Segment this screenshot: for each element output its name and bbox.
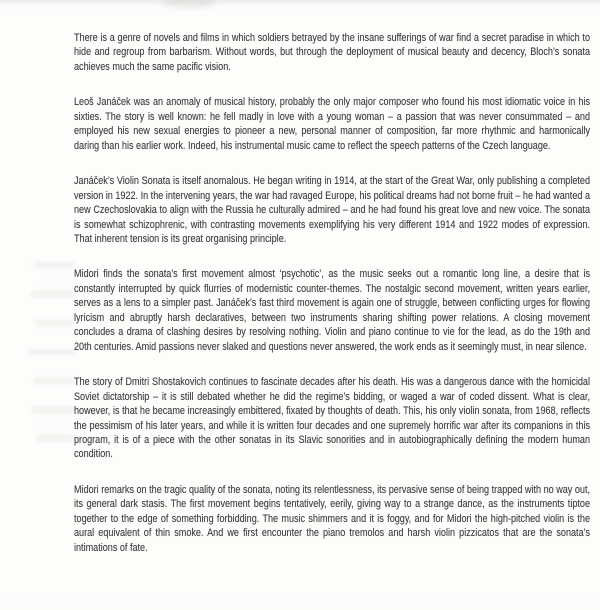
scan-edge-artifact (0, 0, 600, 6)
text-block (74, 31, 590, 555)
paragraph-shostakovich: The story of Dmitri Shostakovich continues to fascinate decades after his death. His was a dangerous dance with the homicidal Soviet dictatorship – it is still debated whether he did the regime’s bidding, or waged a war of coded dissent. What is clear, however, is that he became increasingly embittered, fixated by thoughts of death. This, his only violin sonata, from 1968, reflects the pessimism of his later years, and while it is written four decades and one supremely horrific war after its companions in this program, it is of a piece with the other sonatas in its Slavic sonorities and in autobiographically defining the modern human condition. (74, 376, 591, 461)
ghost-text-artifact (36, 435, 74, 441)
paragraph-janacek-sonata: Janáček’s Violin Sonata is itself anomalous. He began writing in 1914, at the start of the Great War, only publishing a completed version in 1922. In the intervening years, the war had ravaged Europe, his political dreams had not borne fruit – he had wanted a new Czechoslovakia to align with the Russia he culturally admired – and he had found his great love and new voice. The sonata is somewhat schizophrenic, with contrasting movements exemplifying his very different 1914 and 1922 modes of expression. That inherent tension is its great organising principle. (74, 175, 591, 245)
paragraph-midori-shostakovich: Midori remarks on the tragic quality of the sonata, noting its relentlessness, its pervasive sense of being trapped with no way out, its general dark stasis. The first movement begins tentatively, eerily, giving way to a strange dance, as the instruments tiptoe together to the edge of something forbidding. The music shimmers and it is foggy, and for Midori the high-pitched violin is the aural equivalent of thin smoke. And we first encounter the piano tremolos and harsh violin pizzicatos that are the sonata’s intimations of fate. (74, 483, 591, 554)
ghost-text-artifact (36, 320, 74, 326)
ghost-text-artifact (28, 349, 76, 355)
ghost-text-artifact (34, 262, 74, 268)
paragraph-janacek-history: Leoš Janáček was an anomaly of musical history, probably the only major composer who found his most idiomatic voice in his sixties. The story is well known: he fell madly in love with a young woman – a passion that was never consummated – and employed his new sexual energies to pioneer a new, personal manner of composition, far more rhythmic and harmonically daring than his earlier work. Indeed, his instrumental music came to reflect the speech patterns of the Czech language. (74, 96, 591, 152)
ghost-text-artifact (31, 407, 75, 413)
scan-smudge-artifact (163, 0, 215, 8)
ghost-text-artifact (34, 378, 74, 384)
paragraph-midori-janacek: Midori finds the sonata’s first movement almost ‘psychotic’, as the music seeks out a romantic long line, a desire that is constantly interrupted by quick flurries of modernistic counter-themes. The nostalgic second movement, written years earlier, serves as a lens to a simpler past. Janáček’s fast third movement is again one of struggle, between conflicting urges for flowing lyricism and abruptly harsh declaratives, between two instruments sharing shifting power relations. A closing movement concludes a drama of clashing desires by resolving nothing. Violin and piano continue to vie for the lead, as do the 19th and 20th centuries. Amid passions never slaked and questions never answered, the work ends as it seemingly must, in near silence. (74, 268, 591, 353)
paragraph-bloch: There is a genre of novels and films in which soldiers betrayed by the insane sufferings of war find a secret paradise in which to hide and regroup from barbarism. Without words, but through the deployment of musical beauty and decency, Bloch’s sonata achieves much the same pacific vision. (74, 32, 591, 73)
ghost-text-artifact (30, 291, 76, 297)
